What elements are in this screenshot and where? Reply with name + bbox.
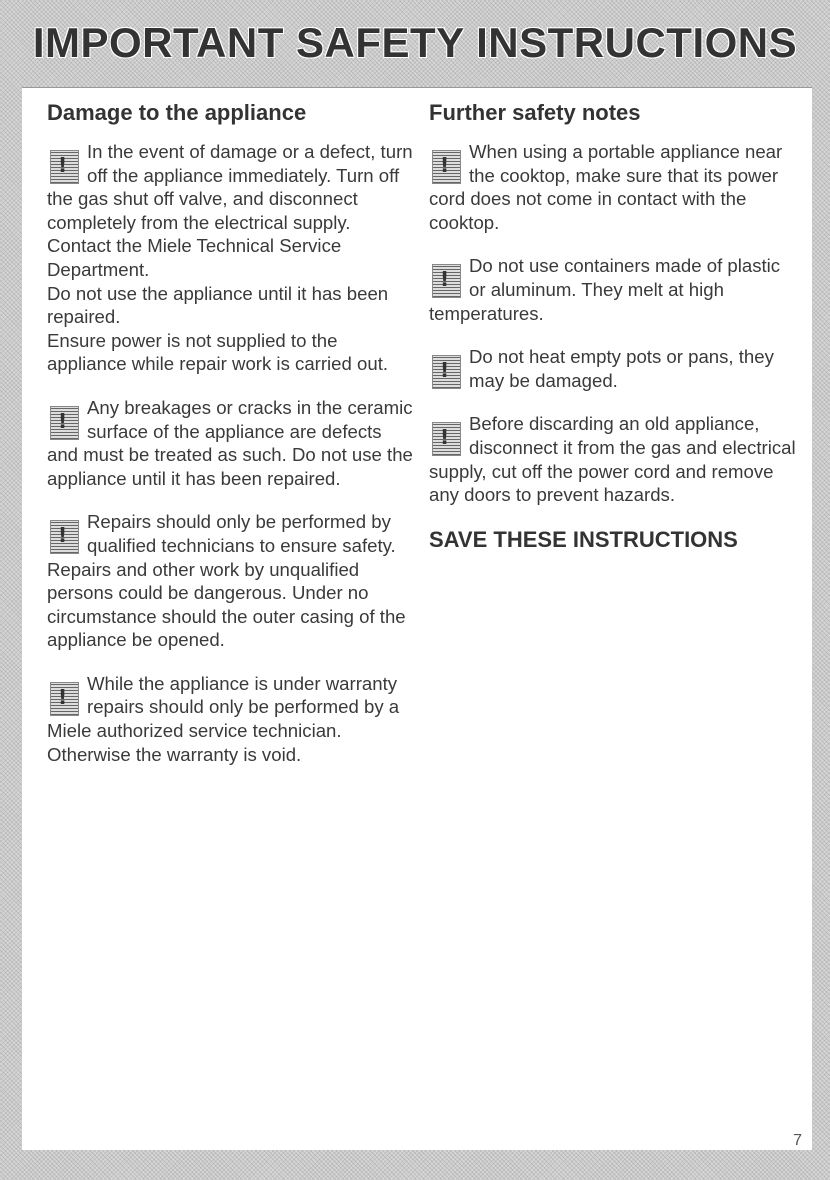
page-number: 7 [793, 1132, 802, 1149]
paragraph: ! In the event of damage or a defect, turn off the appliance immediately. Turn off the gas shut off valve, and disconnect completely from the electrical supply. Contact the Miele Technical Service Department. [47, 141, 413, 280]
paragraph: Do not use the appliance until it has been repaired. [47, 282, 389, 328]
warning-icon: ! [47, 402, 81, 440]
left-heading: Damage to the appliance [47, 100, 307, 125]
paragraph: ! Repairs should only be performed by qualified technicians to ensure safety. Repairs and other work by unqualified persons could be dangerous. Under no circumstance should the outer casing of the appliance be opened. [47, 511, 406, 651]
paragraph: ! While the appliance is under warranty repairs should only be performed by a Miele authorized service technician. Otherwise the warranty is void. [47, 672, 400, 765]
warning-icon: ! [429, 146, 463, 184]
paragraph: ! Before discarding an old appliance, disconnect it from the gas and electrical supply, cut off the power cord and remove any doors to prevent hazards. [429, 413, 796, 506]
paragraph: ! Do not use containers made of plastic or aluminum. They melt at high temperatures. [429, 255, 781, 324]
closing-heading: SAVE THESE INSTRUCTIONS [429, 526, 738, 552]
paragraph: Ensure power is not supplied to the appliance while repair work is carried out. [47, 329, 389, 375]
warning-icon: ! [429, 351, 463, 389]
paragraph: ! When using a portable appliance near the cooktop, make sure that its power cord does not come in contact with the cooktop. [429, 141, 783, 233]
title-banner [0, 0, 830, 86]
paragraph: ! Do not heat empty pots or pans, they may be damaged. [429, 345, 799, 392]
left-column [47, 100, 417, 786]
warning-icon: ! [47, 678, 81, 716]
warning-icon: ! [429, 260, 463, 298]
paragraph: ! Any breakages or cracks in the ceramic surface of the appliance are defects and must be treated as such. Do not use the appliance until it has been repaired. [47, 396, 413, 489]
warning-icon: ! [47, 146, 81, 184]
warning-icon: ! [429, 418, 463, 456]
right-column [429, 100, 799, 553]
right-heading: Further safety notes [429, 100, 641, 125]
warning-icon: ! [47, 516, 81, 554]
page-title: IMPORTANT SAFETY INSTRUCTIONS [32, 19, 798, 66]
